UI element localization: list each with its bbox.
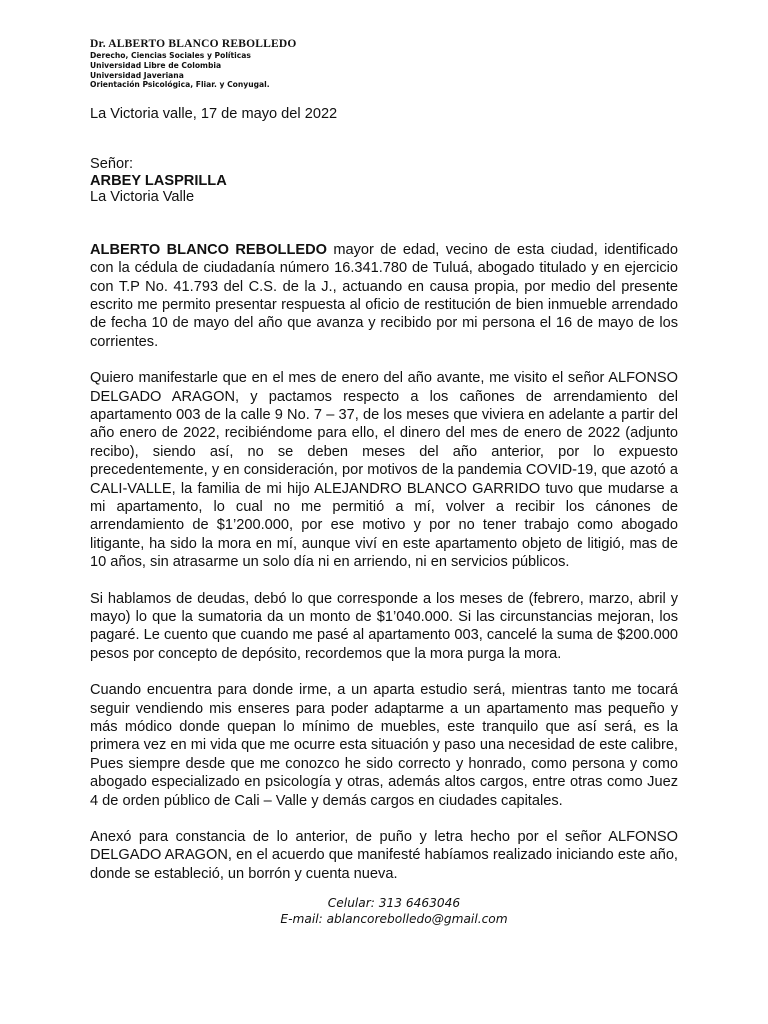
body-paragraph-situation: Cuando encuentra para donde irme, a un aparta estudio será, mientras tanto me tocará seguir vendiendo mis enseres para poder adaptarme a un apartamento mas pequeño y más módico donde quepan lo mínimo de muebles, este tranquilo que así será, es la primera vez en mi vida que me ocurre esta situación y paso una necesidad de este calibre, Pues siempre desde que me conozco he sido correcto y honrado, como persona y como abogado especializado en psicología y otras, además altos cargos, entre otras como Juez 4 de orden público de Cali – Valle y demás cargos en ciudades capitales.: [90, 682, 678, 809]
contact-phone: Celular: 313 6463046: [327, 896, 461, 911]
recipient-name: ARBEY LASPRILLA: [90, 172, 227, 189]
letterhead: [90, 38, 678, 90]
body-paragraph-intro: [90, 241, 678, 351]
recipient-block: [90, 156, 678, 206]
letterhead-line-university-libre: Universidad Libre de Colombia: [90, 60, 222, 70]
body-paragraph-agreement: Quiero manifestarle que en el mes de enero del año avante, me visito el señor ALFONSO DELGADO ARAGON, y pactamos respecto a los cañones de arrendamiento del apartamento 003 de la calle 9 No. 7 – 37, de los meses que viviera en adelante a partir del año enero de 2022, recibiéndome para ello, el dinero del mes de enero de 2022 (adjunto recibo), siendo así, no se deben meses del año anterior, por lo expuesto precedentemente, y en consideración, por motivos de la pandemia COVID-19, que azotó a CALI-VALLE, la familia de mi hijo ALEJANDRO BLANCO GARRIDO tuvo que mudarse a mi apartamento, lo cual no me permitió a mí, volver a recibir los cánones de arrendamiento de $1’200.000, por ese motivo y por no tener trabajo como abogado litigante, ha sido la mora en mí, aunque viví en este apartamento objeto de litigió, mas de 10 años, sin atrasarme un solo día ni en arriendo, ni en servicios públicos.: [90, 370, 678, 571]
sender-name-bold: ALBERTO BLANCO REBOLLEDO: [90, 241, 328, 258]
body-paragraph-debts: Si hablamos de deudas, debó lo que corresponde a los meses de (febrero, marzo, abril y mayo) lo que la sumatoria da un monto de $1’040.000. Si las circunstancias mejoran, los pagaré. Le cuento que cuando me pasé al apartamento 003, cancelé la suma de $200.000 pesos por concepto de depósito, recordemos que la mora purga la mora.: [90, 590, 678, 662]
recipient-location: La Victoria Valle: [90, 189, 195, 206]
contact-block: [90, 895, 678, 927]
contact-email: E-mail: ablancorebolledo@gmail.com: [280, 912, 508, 927]
body-paragraph-annex: Anexó para constancia de lo anterior, de puño y letra hecho por el señor ALFONSO DELGADO ARAGON, en el acuerdo que manifesté habíamos realizado iniciando este año, donde se estableció, un borrón y cuenta nueva.: [90, 829, 678, 882]
letterhead-line-degree: Derecho, Ciencias Sociales y Políticas: [90, 51, 251, 60]
letterhead-name: Dr. ALBERTO BLANCO REBOLLEDO: [90, 38, 297, 50]
recipient-salutation: Señor:: [90, 156, 133, 173]
intro-text: mayor de edad, vecino de esta ciudad, identificado con la cédula de ciudadanía número 16.341.780 de Tuluá, abogado titulado y en ejercicio con T.P No. 41.793 del C.S. de la J., actuando en causa propia, por medio del presente escrito me permito presentar respuesta al oficio de restitución de bien inmueble arrendado de fecha 10 de mayo del año que avanza y recibido por mi persona el 16 de mayo de los corrientes.: [90, 241, 678, 350]
letter-date: La Victoria valle, 17 de mayo del 2022: [90, 106, 338, 123]
letterhead-line-specialty: Orientación Psicológica, Fliar. y Conyugal.: [90, 80, 270, 90]
letterhead-line-university-javeriana: Universidad Javeriana: [90, 70, 184, 80]
